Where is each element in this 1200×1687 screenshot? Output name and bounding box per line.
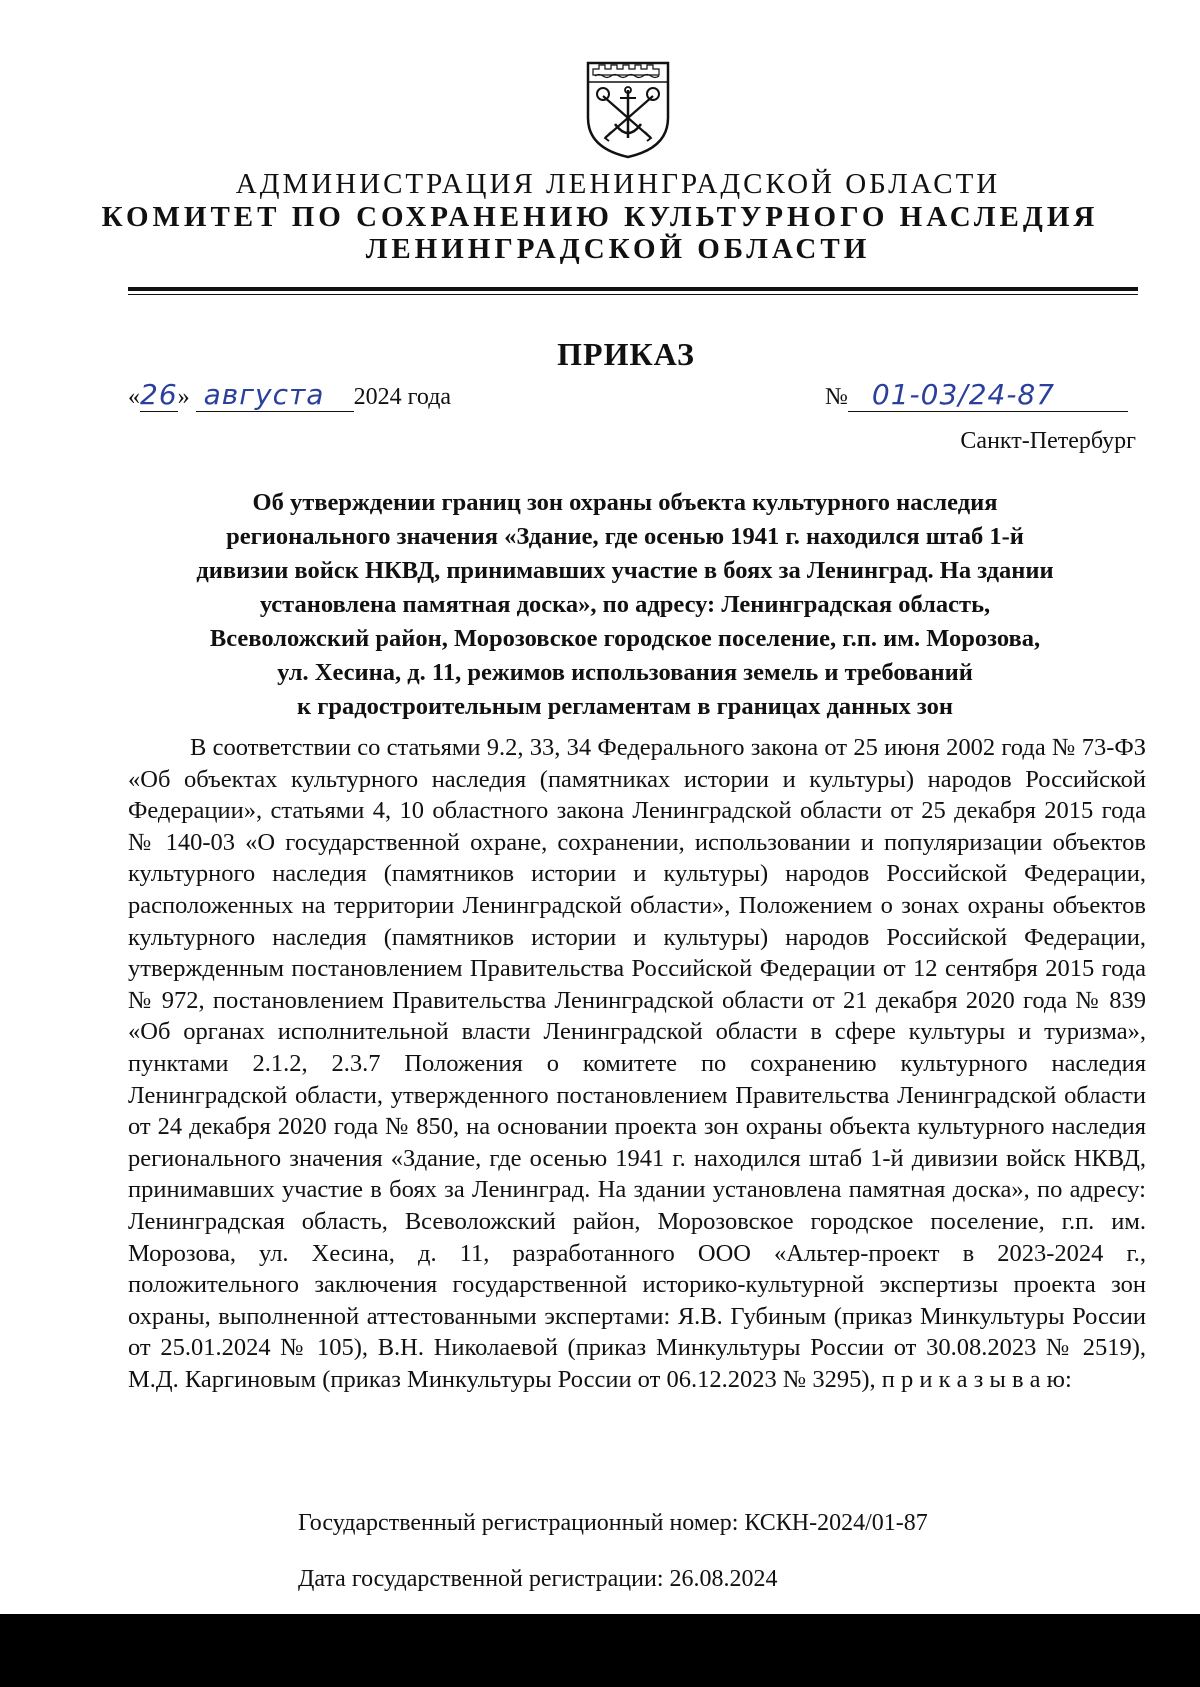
- subject-line: Всеволожский район, Морозовское городское поселение, г.п. им. Морозова,: [209, 625, 1041, 652]
- order-subject: [140, 486, 1110, 724]
- subject-line: установлена памятная доска», по адресу: Ленинградская область,: [259, 591, 991, 618]
- order-body-paragraph: В соответствии со статьями 9.2, 33, 34 Федерального закона от 25 июня 2002 года № 73-ФЗ «Об объектах культурного наследия (памятниках истории и культуры) народов Российской Федерации», статьями 4, 10 областного закона Ленинградской области от 25 декабря 2015 года № 140-03 «О государственной охране, сохранении, использовании и популяризации объектов культурного наследия (памятников истории и культуры) народов Российской Федерации, расположенных на территории Ленинградской области», Положением о зонах охраны объектов культурного наследия (памятников истории и культуры) народов Российской Федерации, утвержденным постановлением Правительства Российской Федерации от 12 сентября 2015 года № 972, постановлением Правительства Ленинградской области от 21 декабря 2020 года № 839 «Об органах исполнительной власти Ленинградской области в сфере культуры и туризма», пунктами 2.1.2, 2.3.7 Положения о комитете по сохранению культурного наследия Ленинградской области, утвержденного постановлением Правительства Ленинградской области от 24 декабря 2020 года № 850, на основании проекта зон охраны объекта культурного наследия регионального значения «Здание, где осенью 1941 г. находился штаб 1-й дивизии войск НКВД, принимавших участие в боях за Ленинград. На здании установлена памятная доска», по адресу: Ленинградская область, Всеволожский район, Морозовское городское поселение, г.п. им. Морозова, ул. Хесина, д. 11, разработанного ООО «Альтер-проект в 2023-2024 г., положительного заключения государственной историко-культурной экспертизы проекта зон охраны, выполненной аттестованными экспертами: Я.В. Губиным (приказ Минкультуры России от 25.01.2024 № 105), В.Н. Николаевой (приказ Минкультуры России от 30.08.2023 № 2519), М.Д. Каргиновым (приказ Минкультуры России от 06.12.2023 № 3295), п р и к а з ы в а ю:: [128, 734, 1146, 1393]
- committee-heading: КОМИТЕТ ПО СОХРАНЕНИЮ КУЛЬТУРНОГО НАСЛЕДИЯ: [101, 201, 1099, 233]
- registration-number: Государственный регистрационный номер: КСКН-2024/01-87: [298, 1510, 928, 1536]
- administration-heading: АДМИНИСТРАЦИЯ ЛЕНИНГРАДСКОЙ ОБЛАСТИ: [235, 168, 1001, 200]
- order-year: 2024 года: [353, 384, 452, 410]
- order-number-line: [825, 378, 1128, 412]
- subject-line: к градостроительным регламентам в границах данных зон: [297, 693, 953, 720]
- registration-date: Дата государственной регистрации: 26.08.2024: [298, 1566, 778, 1592]
- number-sign: №: [825, 384, 848, 410]
- scan-bottom-band: [0, 1614, 1200, 1687]
- leningrad-oblast-coat-of-arms-icon: [585, 60, 671, 160]
- date-quote-open: «: [128, 384, 140, 410]
- order-day: 26: [140, 378, 178, 411]
- subject-line: Об утверждении границ зон охраны объекта культурного наследия: [252, 489, 998, 516]
- header-divider-thin: [128, 294, 1138, 295]
- order-month: августа: [196, 378, 354, 412]
- order-title: ПРИКАЗ: [557, 336, 695, 372]
- order-number: 01-03/24-87: [848, 378, 1128, 412]
- subject-line: регионального значения «Здание, где осенью 1941 г. находился штаб 1-й: [226, 523, 1024, 550]
- date-quote-close: »: [177, 384, 190, 410]
- header-divider: [128, 287, 1138, 291]
- order-city: Санкт-Петербург: [960, 428, 1136, 454]
- order-date: [128, 378, 451, 412]
- subject-line: ул. Хесина, д. 11, режимов использования земель и требований: [277, 659, 973, 686]
- subject-line: дивизии войск НКВД, принимавших участие в боях за Ленинград. На здании: [196, 557, 1054, 584]
- region-heading: ЛЕНИНГРАДСКОЙ ОБЛАСТИ: [365, 233, 871, 265]
